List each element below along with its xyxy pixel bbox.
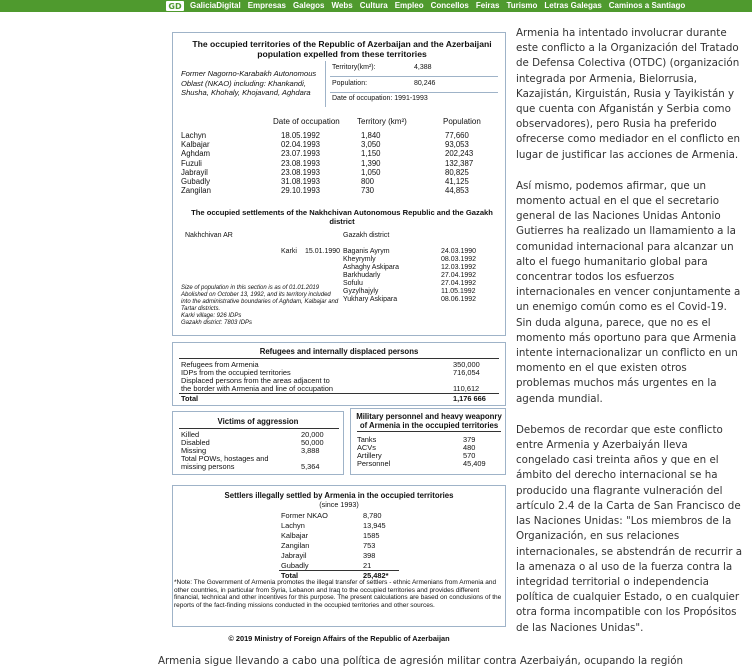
settlers-total-label: Total — [281, 571, 299, 580]
refugee-row-value: 350,000 — [453, 360, 480, 369]
victims-row-value: 3,888 — [301, 446, 320, 455]
settlement-name: Yukhary Askipara — [343, 296, 398, 303]
divider — [179, 358, 499, 359]
military-row-label: ACVs — [357, 443, 376, 452]
military-row-label: Artillery — [357, 451, 382, 460]
settlement-name: Ashaghy Askipara — [343, 264, 400, 271]
settlers-row-value: 8,780 — [363, 511, 382, 520]
nav-item-galegos[interactable]: Galegos — [292, 1, 325, 10]
settlement-name: Kheyrymly — [343, 256, 376, 263]
victims-box — [172, 411, 344, 475]
settlers-row-value: 753 — [363, 541, 376, 550]
divider — [179, 428, 339, 429]
settlers-row-value: 13,945 — [363, 521, 386, 530]
footnote: Size of population in this section is as of 01.01.2019 — [181, 285, 320, 291]
copyright-line: © 2019 Ministry of Foreign Affairs of the Republic of Azerbaijan — [228, 634, 450, 643]
territory-value: 4,388 — [414, 64, 432, 71]
nav-item-empresas[interactable]: Empresas — [247, 1, 286, 10]
refugee-row-label: Refugees from Armenia — [181, 360, 259, 369]
table-row — [181, 177, 503, 186]
karki-name: Karki — [281, 248, 297, 255]
refugee-row-label: IDPs from the occupied territories — [181, 368, 291, 377]
nav-item-concellos[interactable]: Concellos — [430, 1, 469, 10]
district-date: 31.08.1993 — [281, 177, 321, 186]
district-territory: 1,390 — [361, 158, 381, 168]
article-continuation: Armenia sigue llevando a cabo una política de agresión militar contra Azerbaiyán, ocupando la región — [158, 655, 684, 667]
footnote: Gazakh district: 7803 IDPs — [181, 320, 253, 326]
settlers-note: *Note: The Government of Armenia promotes the illegal transfer of settlers - ethnic Armenians from Armenia and other countries, in particular from Syria, Lebanon and Iraq to the occupied territories and provides different financial, technical and other incentives for this purpose. The present calculations are based on conclusions of the reports of the fact-finding missions conducted in the occupied territories and other sources. — [174, 579, 502, 609]
refugee-row-value: 110,612 — [453, 384, 480, 393]
meta-divider — [330, 76, 498, 77]
district-date: 29.10.1993 — [281, 186, 321, 196]
population-label: Population: — [332, 80, 368, 87]
military-row-value: 379 — [463, 435, 476, 444]
district-population: 77,660 — [445, 131, 469, 140]
settlement-date: 08.03.1992 — [441, 256, 477, 263]
settlement-date: 27.04.1992 — [441, 280, 477, 287]
settlement-date: 11.05.1992 — [441, 288, 476, 295]
footnote: Abolished on October 13, 1992, and its territory included into the administrative boundaries of Aghdam, Kalbajar and Tartar districts. — [181, 292, 339, 312]
infographic-title: The occupied territories of the Republic of Azerbaijan and the Azerbaijani population expelled from these territories — [192, 39, 492, 59]
refugees-box — [172, 342, 506, 406]
victims-row-value: 20,000 — [301, 430, 324, 439]
karki-date: 15.01.1990 — [305, 248, 341, 255]
district-name: Jabrayil — [181, 167, 208, 177]
district-name: Aghdam — [181, 149, 211, 159]
table-row — [181, 159, 503, 168]
table-row — [181, 131, 503, 140]
article-paragraph: Debemos de recordar que este conflicto entre Armenia y Azerbaiyán lleva congelado casi treinta años y que en el ámbito del derecho internacional se ha producido una flagrante vulneración del artículo 2.4 de la Carta de San Francisco de las Naciones Unidas: "Los miembros de la Organización, en sus relaciones internacionales, se abstendrán de recurrir a la amenaza o al uso de la fuerza contra la integridad territorial o independencia política de cualquier Estado, o en cualquier otra forma incompatible con los Propósitos de las Naciones Unidas". — [516, 423, 743, 634]
settlers-row-label: Gubadly — [281, 561, 309, 570]
settlement-date: 27.04.1992 — [441, 272, 477, 279]
nakhchivan-label: Nakhchivan AR — [185, 232, 233, 239]
settlers-row-label: Zangilan — [281, 541, 310, 550]
military-title: Military personnel and heavy weaponry of Armenia in the occupied territories — [356, 412, 502, 430]
district-territory: 1,840 — [361, 131, 381, 140]
district-population: 44,853 — [445, 186, 469, 196]
settlers-title: Settlers illegally settled by Armenia in the occupied territories — [224, 491, 454, 500]
district-name: Zangilan — [181, 186, 211, 196]
meta-divider — [330, 92, 498, 93]
refugee-row-label: the border with Armenia and line of occupation — [181, 384, 334, 393]
territory-label: Territory(km²): — [332, 64, 376, 71]
infographic-image — [170, 30, 508, 650]
district-date: 23.08.1993 — [281, 158, 321, 168]
district-population: 93,053 — [445, 140, 469, 150]
victims-row-label: Missing — [181, 446, 207, 455]
settlers-row-label: Former NKAO — [281, 511, 328, 520]
refugee-total-value: 1,176 666 — [453, 394, 486, 403]
settlement-date: 08.06.1992 — [441, 296, 477, 303]
settlers-row-value: 21 — [363, 561, 372, 570]
header-territory: Territory (km²) — [357, 117, 407, 126]
nkao-meta — [325, 61, 500, 107]
article-paragraph: Así mismo, podemos afirmar, que un momento actual en el que el secretario general de las Naciones Unidas Antonio Gutierres ha realizado un llamamiento a la comunidad internacional para alcanzar un alto el fuego humanitario global para concentrar todos los esfuerzos internacionales en vencer conjuntamente a un enemigo común como es el Covid-19. Sin duda alguna, parece, que no es el momento más oportuno para que Armenia intente internacionalizar un conflicto en un momento en el que existen otros problemas muchos más urgentes en la agenda mundial. — [516, 179, 741, 405]
refugee-row-label: Displaced persons from the areas adjacent to — [181, 376, 330, 385]
gazakh-label: Gazakh district — [343, 232, 390, 239]
table-row — [181, 168, 503, 177]
settlers-total-value: 25,482* — [363, 571, 389, 580]
district-territory: 1,150 — [361, 149, 381, 159]
victims-title: Victims of aggression — [217, 417, 299, 426]
district-date: 23.07.1993 — [281, 149, 321, 159]
district-territory: 730 — [361, 186, 375, 196]
top-nav-bar — [0, 0, 752, 12]
district-population: 80,825 — [445, 167, 469, 177]
settlers-row-value: 398 — [363, 551, 376, 560]
site-logo[interactable]: GD — [166, 1, 184, 11]
district-population: 202,243 — [445, 149, 474, 159]
settlement-date: 24.03.1990 — [441, 248, 477, 255]
nav-item-empleo[interactable]: Empleo — [394, 1, 424, 10]
victims-row-value: 50,000 — [301, 438, 324, 447]
nav-item-cultura[interactable]: Cultura — [359, 1, 388, 10]
victims-row-label: Disabled — [181, 438, 210, 447]
table-row — [181, 140, 503, 149]
military-row-label: Personnel — [357, 459, 391, 468]
settlers-subtitle: (since 1993) — [319, 500, 359, 509]
settlers-row-value: 1585 — [363, 531, 380, 540]
nav-item-caminos-santiago[interactable]: Caminos a Santiago — [608, 1, 686, 10]
nav-item-feiras[interactable]: Feiras — [475, 1, 500, 10]
settlements-title: The occupied settlements of the Nakhchivan Autonomous Republic and the Gazakh district — [191, 208, 493, 226]
refugees-title: Refugees and internally displaced persons — [259, 347, 419, 356]
settlers-row-label: Kalbajar — [281, 531, 309, 540]
article-paragraph: Armenia ha intentado involucrar durante este conflicto a la Organización del Tratado de Defensa Colectiva (OTDC) (organización integrada por Armenia, Bielorrusia, Kazajistán, Kirguistán, Rusia y Tayikistán y que cuenta con Afganistán y Serbia como observadores), pero Rusia ha preferido ofrecerse como mediador en el conflicto en lugar de justificar las acciones de Armenia. — [516, 27, 741, 161]
district-date: 23.08.1993 — [281, 167, 321, 177]
settlement-name: Gyzylhajyly — [343, 288, 379, 295]
settlement-name: Barkhudarly — [343, 272, 381, 279]
military-row-label: Tanks — [357, 435, 377, 444]
district-territory: 3,050 — [361, 140, 381, 150]
district-name: Gubadly — [181, 177, 211, 186]
nkao-description: Former Nagorno-Karabakh Autonomous Oblast (NKAO) including: Khankandi, Shusha, Khohaly, Khojavand, Aghdara — [181, 69, 317, 97]
occupation-date-label: Date of occupation: 1991-1993 — [332, 95, 428, 102]
article-body — [516, 26, 742, 652]
district-name: Fuzuli — [181, 158, 202, 168]
footnote: Karki village: 926 IDPs — [181, 313, 242, 319]
district-name: Lachyn — [181, 131, 207, 140]
nav-item-letras-galegas[interactable]: Letras Galegas — [544, 1, 602, 10]
settlement-date: 12.03.1992 — [441, 264, 477, 271]
district-date: 18.05.1992 — [281, 131, 321, 140]
district-date: 02.04.1993 — [281, 140, 321, 150]
victims-row-label: missing persons — [181, 462, 235, 471]
population-value: 80,246 — [414, 80, 436, 87]
nav-item-webs[interactable]: Webs — [331, 1, 353, 10]
district-name: Kalbajar — [181, 140, 210, 150]
divider — [179, 393, 499, 394]
nav-item-galiciadigital[interactable]: GaliciaDigital — [190, 1, 241, 10]
district-population: 132,387 — [445, 158, 474, 168]
military-row-value: 480 — [463, 443, 476, 452]
table-row — [181, 186, 503, 195]
settlers-row-label: Jabrayil — [281, 551, 307, 560]
settlement-name: Baganis Ayrym — [343, 248, 390, 255]
military-row-value: 570 — [463, 451, 476, 460]
district-territory: 1,050 — [361, 167, 381, 177]
divider — [357, 431, 501, 432]
header-date: Date of occupation — [273, 117, 340, 126]
occupied-territories-box — [172, 32, 506, 336]
refugee-total-label: Total — [181, 394, 199, 403]
military-box — [350, 408, 506, 475]
military-row-value: 45,409 — [463, 459, 486, 468]
refugee-row-value: 716,054 — [453, 368, 480, 377]
settlers-row-label: Lachyn — [281, 521, 305, 530]
nav-item-turismo[interactable]: Turismo — [506, 1, 538, 10]
victims-row-label: Killed — [181, 430, 200, 439]
header-population: Population — [443, 117, 481, 126]
district-population: 41,125 — [445, 177, 469, 186]
district-territory: 800 — [361, 177, 375, 186]
victims-row-label: Total POWs, hostages and — [181, 454, 269, 463]
settlement-name: Sofulu — [343, 280, 363, 287]
victims-row-value: 5,364 — [301, 462, 320, 471]
nav-menu — [190, 0, 685, 12]
table-row — [181, 149, 503, 158]
